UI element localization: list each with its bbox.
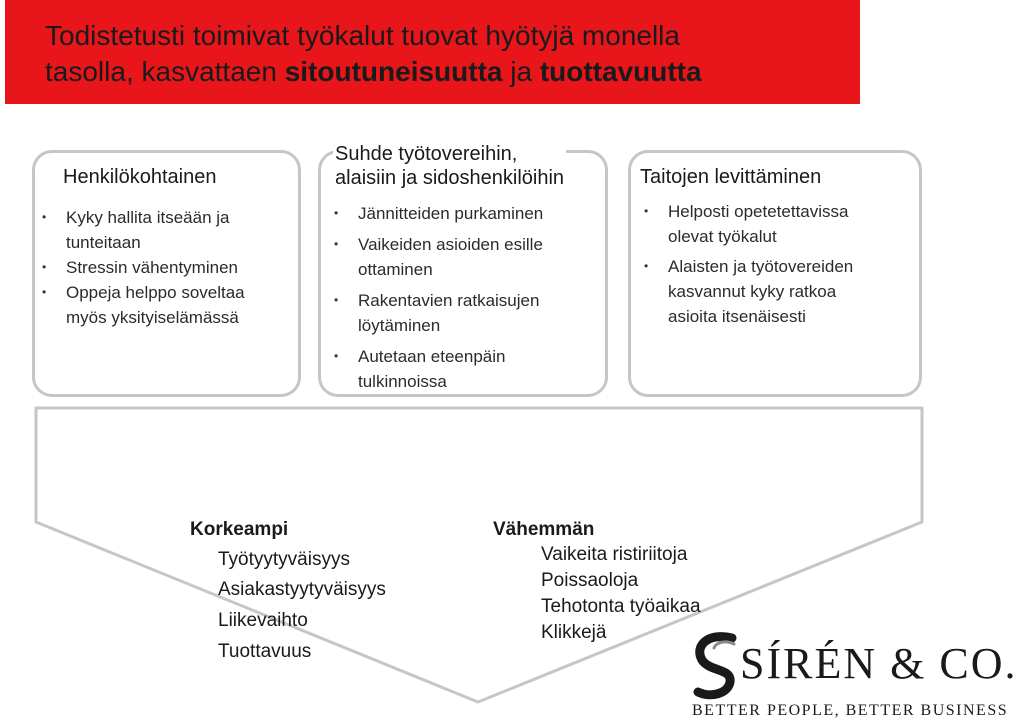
slide-title bbox=[45, 18, 845, 90]
outcome-item-higher: Työtyytyväisyys bbox=[218, 549, 350, 570]
list-item bbox=[38, 255, 300, 280]
outcome-heading-higher: Korkeampi bbox=[190, 519, 289, 540]
list-item-text: kasvannut kyky ratkoa bbox=[668, 282, 837, 301]
title-line-2 bbox=[45, 54, 845, 90]
title-highlight-engagement: sitoutuneisuutta bbox=[284, 56, 503, 87]
outcome-item-higher: Liikevaihto bbox=[218, 610, 308, 631]
list-item bbox=[640, 254, 922, 329]
relationship-benefits-list bbox=[330, 201, 608, 400]
outcome-item-lower: Klikkejä bbox=[541, 622, 607, 643]
box-heading-line-1: Suhde työtovereihin, bbox=[335, 143, 518, 165]
list-item-text: tunteitaan bbox=[66, 233, 141, 252]
outcome-item-lower: Poissaoloja bbox=[541, 570, 639, 591]
bullet-icon: • bbox=[644, 204, 649, 218]
outcome-item-lower: Tehotonta työaikaa bbox=[541, 596, 701, 617]
box-heading-relationships bbox=[333, 142, 566, 190]
title-line-2-prefix: tasolla, kasvattaen bbox=[45, 56, 285, 87]
relationship-benefits-box bbox=[318, 143, 608, 397]
title-banner bbox=[5, 0, 860, 104]
bullet-icon: • bbox=[334, 293, 339, 307]
skill-spread-box bbox=[628, 150, 922, 397]
list-item-text: Helposti opetetettavissa bbox=[668, 202, 849, 221]
logo-wordmark: SÍRÉN & CO. bbox=[740, 639, 1017, 688]
list-item-text: Alaisten ja työtovereiden bbox=[668, 257, 854, 276]
title-highlight-productivity: tuottavuutta bbox=[539, 56, 702, 87]
box-heading-line-2: alaisiin ja sidoshenkilöihin bbox=[335, 167, 565, 189]
outcome-item-higher: Asiakastyytyväisyys bbox=[218, 579, 386, 600]
bullet-icon: • bbox=[334, 206, 339, 220]
outcome-item-higher: Tuottavuus bbox=[218, 641, 312, 662]
list-item-text: myös yksityiselämässä bbox=[66, 308, 239, 327]
swirl-logo-icon bbox=[688, 630, 748, 700]
bullet-icon: • bbox=[42, 285, 47, 299]
skill-spread-list bbox=[640, 199, 922, 334]
outcome-item-lower: Vaikeita ristiriitoja bbox=[541, 544, 688, 565]
list-item bbox=[38, 280, 300, 330]
list-item-text: tulkinnoissa bbox=[358, 372, 447, 391]
list-item-text: Stressin vähentyminen bbox=[66, 258, 238, 277]
bullet-icon: • bbox=[42, 210, 47, 224]
bullet-icon: • bbox=[42, 260, 47, 274]
bullet-icon: • bbox=[334, 349, 339, 363]
list-item-text: olevat työkalut bbox=[668, 227, 777, 246]
list-item-text: asioita itsenäisesti bbox=[668, 307, 806, 326]
list-item-text: Oppeja helppo soveltaa bbox=[66, 283, 245, 302]
list-item bbox=[330, 201, 608, 226]
list-item-text: Vaikeiden asioiden esille bbox=[358, 235, 543, 254]
list-item bbox=[640, 199, 922, 249]
box-heading-personal: Henkilökohtainen bbox=[63, 166, 217, 188]
list-item bbox=[38, 205, 300, 255]
list-item-text: Kyky hallita itseään ja bbox=[66, 208, 230, 227]
list-item-text: Rakentavien ratkaisujen bbox=[358, 291, 540, 310]
list-item bbox=[330, 288, 608, 338]
list-item-text: Autetaan eteenpäin bbox=[358, 347, 506, 366]
list-item-text: löytäminen bbox=[358, 316, 441, 335]
bullet-icon: • bbox=[644, 259, 649, 273]
list-item-text: ottaminen bbox=[358, 260, 433, 279]
list-item bbox=[330, 232, 608, 282]
box-heading-skill-spread: Taitojen levittäminen bbox=[640, 166, 822, 188]
title-line-2-mid: ja bbox=[502, 56, 540, 87]
bullet-icon: • bbox=[334, 237, 339, 251]
logo-tagline: BETTER PEOPLE, BETTER BUSINESS bbox=[692, 702, 1009, 719]
outcome-heading-lower: Vähemmän bbox=[493, 519, 595, 540]
list-item-text: Jännitteiden purkaminen bbox=[358, 204, 544, 223]
siren-co-logo bbox=[688, 630, 1017, 720]
title-line-1: Todistetusti toimivat työkalut tuovat hyötyjä monella bbox=[45, 20, 680, 51]
personal-benefits-box bbox=[32, 150, 301, 397]
personal-benefits-list bbox=[38, 205, 300, 330]
list-item bbox=[330, 344, 608, 394]
